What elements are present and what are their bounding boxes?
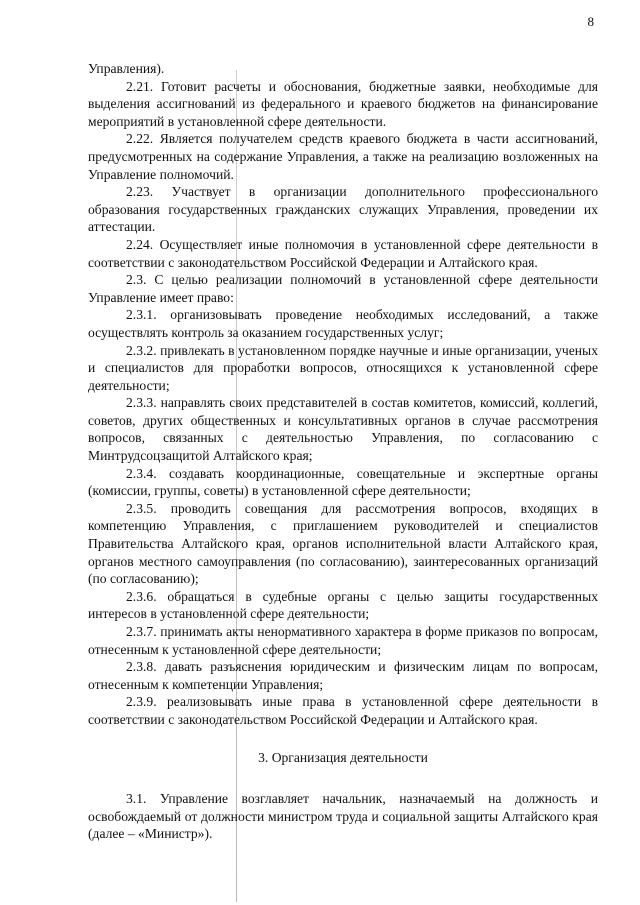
paragraph-2-3: 2.3. С целью реализации полномочий в установленной сфере деятельности Управление имеет право: <box>88 272 598 305</box>
paragraph-2-3-1: 2.3.1. организовывать проведение необходимых исследований, а также осуществлять контроль за оказанием государственных услуг; <box>88 307 598 340</box>
paragraph-2-3-8: 2.3.8. давать разъяснения юридическим и физическим лицам по вопросам, отнесенным к компетенции Управления; <box>88 659 598 692</box>
page-number: 8 <box>587 14 594 29</box>
paragraph-2-3-7: 2.3.7. принимать акты ненормативного характера в форме приказов по вопросам, отнесенным к установленной сфере деятельности; <box>88 624 598 657</box>
paragraph-2-23: 2.23. Участвует в организации дополнительного профессионального образования государственных гражданских служащих Управления, проведении их аттестации. <box>88 184 598 235</box>
paragraph-3-1: 3.1. Управление возглавляет начальник, назначаемый на должность и освобождаемый от должности министром труда и социальной защиты Алтайского края (далее – «Министр»). <box>88 791 598 842</box>
paragraph-2-3-9: 2.3.9. реализовывать иные права в установленной сфере деятельности в соответствии с законодательством Российской Федерации и Алтайского края. <box>88 694 598 727</box>
paragraph-2-3-6: 2.3.6. обращаться в судебные органы с целью защиты государственных интересов в установленной сфере деятельности; <box>88 588 598 622</box>
paragraph-2-3-2: 2.3.2. привлекать в установленном порядке научные и иные организации, ученых и специалистов для проработки вопросов, относящихся к установленной сфере деятельности; <box>88 342 598 393</box>
paragraph-2-3-4: 2.3.4. создавать координационные, совещательные и экспертные органы (комиссии, группы, советы) в установленной сфере деятельности; <box>88 465 598 499</box>
paragraph-2-21: 2.21. Готовит расчеты и обоснования, бюджетные заявки, необходимые для выделения ассигнований из федерального и краевого бюджетов на финансирование мероприятий в установленной сфере деятельности. <box>88 78 598 129</box>
paragraph-2-3-3: 2.3.3. направлять своих представителей в состав комитетов, комиссий, коллегий, советов, других общественных и консультативных органов в случае рассмотрения вопросов, связанных с деятельностью Управления, по согласованию с Минтрудсоцзащитой Алтайского края; <box>88 395 598 464</box>
section-3-title: 3. Организация деятельности <box>258 749 428 765</box>
document-body <box>88 60 598 843</box>
paragraph-continuation: Управления). <box>88 61 165 76</box>
paragraph-2-24: 2.24. Осуществляет иные полномочия в установленной сфере деятельности в соответствии с законодательством Российской Федерации и Алтайского края. <box>88 236 598 270</box>
paragraph-2-3-5: 2.3.5. проводить совещания для рассмотрения вопросов, входящих в компетенцию Управления, с приглашением руководителей и специалистов Правительства Алтайского края, органов исполнительной власти Алтайского края, органов местного самоуправления (по согласованию), заинтересованных организаций (по согласованию); <box>88 500 598 587</box>
paragraph-2-22: 2.22. Является получателем средств краевого бюджета в части ассигнований, предусмотренных на содержание Управления, а также на реализацию возложенных на Управление полномочий. <box>88 131 598 182</box>
